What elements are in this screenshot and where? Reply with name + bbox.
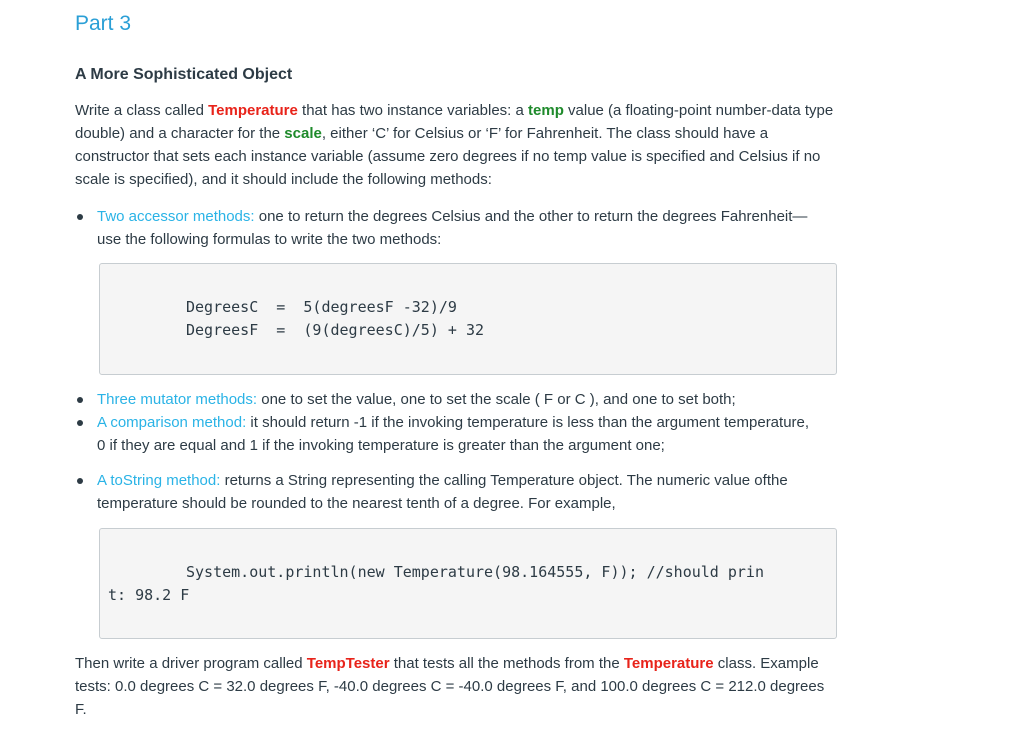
intro-text-4: , either ‘C’ for Celsius or ‘F’ for Fahrenheit. The class should have a constructor that sets each instance variable (assume zero degrees if no temp value is specified and Celsius if no scale is specified), and it should include the following methods: <box>75 125 821 188</box>
outro-text-2: that tests all the methods from the <box>389 655 624 672</box>
intro-text-2: that has two instance variables: a <box>297 102 529 119</box>
bullet-comparison <box>75 411 815 457</box>
bullet-mutator <box>75 388 815 411</box>
intro-text-1: Write a class called <box>75 102 209 119</box>
code-line: DegreesC = 5(degreesF -32)/9 <box>186 298 457 316</box>
keyword-scale: scale <box>284 125 322 142</box>
outro-text-1: Then write a driver program called <box>75 655 307 672</box>
code-line: t: 98.2 F <box>108 586 190 604</box>
bullet-heading: Three mutator methods: <box>97 391 258 408</box>
bullet-text: returns a String representing the calling Temperature object. The numeric value ofthe temperature should be rounded to the nearest tenth of a degree. For example, <box>97 472 788 512</box>
bullet-list-3 <box>75 469 815 515</box>
section-title: A More Sophisticated Object <box>75 66 293 83</box>
bullet-text: one to return the degrees Celsius and the other to return the degrees Fahrenheit—use the following formulas to write the two methods: <box>97 208 808 248</box>
bullet-dot <box>77 214 83 220</box>
code-line: System.out.println(new Temperature(98.164555, F)); //should prin <box>186 563 764 581</box>
intro-paragraph <box>75 99 835 191</box>
bullet-tostring <box>75 469 815 515</box>
part-title: Part 3 <box>75 12 132 35</box>
code-block-example <box>99 528 837 639</box>
bullet-heading: Two accessor methods: <box>97 208 255 225</box>
bullet-dot <box>77 478 83 484</box>
bullet-accessor <box>75 205 815 251</box>
bullet-text: it should return -1 if the invoking temperature is less than the argument temperature, 0 if they are equal and 1 if the invoking temperature is greater than the argument one; <box>97 414 810 454</box>
keyword-temp: temp <box>528 102 564 119</box>
bullet-heading: A comparison method: <box>97 414 247 431</box>
code-line: DegreesF = (9(degreesC)/5) + 32 <box>186 321 485 339</box>
bullet-dot <box>77 397 83 403</box>
code-block-formulas <box>99 263 837 375</box>
bullet-heading: A toString method: <box>97 472 221 489</box>
bullet-dot <box>77 420 83 426</box>
class-name-temperature: Temperature <box>208 102 298 119</box>
bullet-text: one to set the value, one to set the scale ( F or C ), and one to set both; <box>257 391 736 408</box>
outro-paragraph <box>75 652 835 721</box>
outro-text-3: class. Example tests: 0.0 degrees C = 32.0 degrees F, -40.0 degrees C = -40.0 degrees F, and 100.0 degrees C = 212.0 degrees F. <box>75 655 825 718</box>
bullet-list-1 <box>75 205 815 251</box>
class-name-temperature: Temperature <box>623 655 714 672</box>
bullet-list-2 <box>75 388 815 457</box>
intro-text-3: value (a floating-point number-data type double) and a character for the <box>75 102 834 142</box>
class-name-temptester: TempTester <box>306 655 390 672</box>
